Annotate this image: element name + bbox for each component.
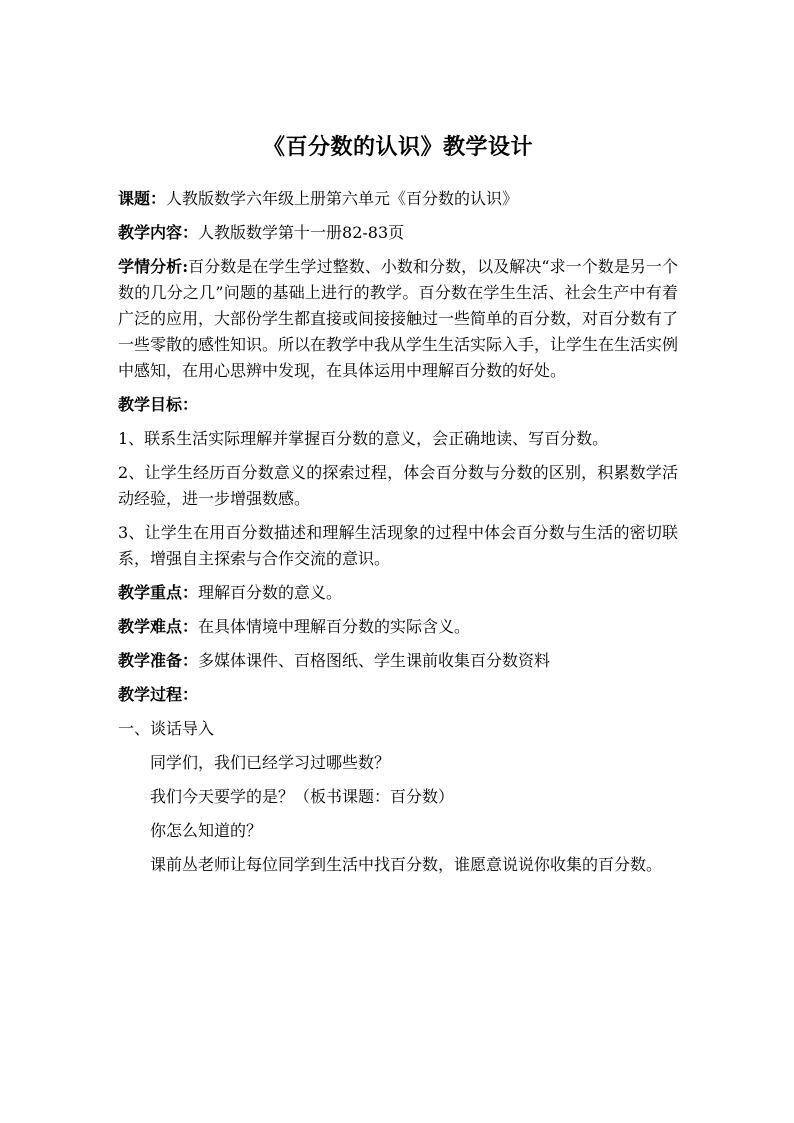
goals-heading [118,392,678,418]
document-body [118,128,678,886]
difficulty-label: 教学难点： [118,617,199,636]
process-line: 同学们，我们已经学习过哪些数？ [150,753,391,772]
process-heading [118,682,678,708]
process-line: 我们今天要学的是？（板书课题：百分数） [150,787,455,806]
document-title: 《百分数的认识》教学设计 [262,134,533,160]
goals-label: 教学目标： [118,395,199,414]
content-text: 人教版数学第十一册82-83页 [198,223,405,242]
analysis-label: 学情分析: [118,257,189,276]
preparation-label: 教学准备： [118,651,199,670]
topic-paragraph [118,186,678,212]
topic-text: 人教版数学六年级上册第六单元《百分数的认识》 [166,189,519,208]
key-point-paragraph [118,580,678,606]
topic-label: 课题： [118,189,167,208]
process-label: 教学过程： [118,685,199,704]
content-paragraph [118,220,678,246]
process-line: 课前丛老师让每位同学到生活中找百分数，谁愿意说说你收集的百分数。 [150,855,663,874]
goal-item: 1、联系生活实际理解并掌握百分数的意义，会正确地读、写百分数。 [118,429,609,448]
preparation-text: 多媒体课件、百格图纸、学生课前收集百分数资料 [198,651,551,670]
process-section-heading: 一、谈话导入 [118,719,215,738]
content-label: 教学内容： [118,223,199,242]
goal-item: 2、让学生经历百分数意义的探索过程，体会百分数与分数的区别，积累数学活动经验，进一步增强数感。 [118,463,678,508]
process-line: 你怎么知道的？ [150,821,263,840]
preparation-paragraph [118,648,678,674]
difficulty-text: 在具体情境中理解百分数的实际含义。 [198,617,471,636]
analysis-paragraph [118,254,678,384]
key-point-text: 理解百分数的意义。 [198,583,343,602]
analysis-text: 百分数是在学生学过整数、小数和分数，以及解决“求一个数是另一个数的几分之几”问题的基础上进行的教学。百分数在学生生活、社会生产中有着广泛的应用，大部份学生都直接或间接接触过一些简单的百分数，对百分数有了一些零散的感性知识。所以在教学中我从学生生活实际入手，让学生在生活实例中感知，在用心思辨中发现，在具体运用中理解百分数的好处。 [118,257,679,380]
goal-item: 3、让学生在用百分数描述和理解生活现象的过程中体会百分数与生活的密切联系，增强自主探索与合作交流的意识。 [118,523,678,568]
key-point-label: 教学重点： [118,583,199,602]
difficulty-paragraph [118,614,678,640]
